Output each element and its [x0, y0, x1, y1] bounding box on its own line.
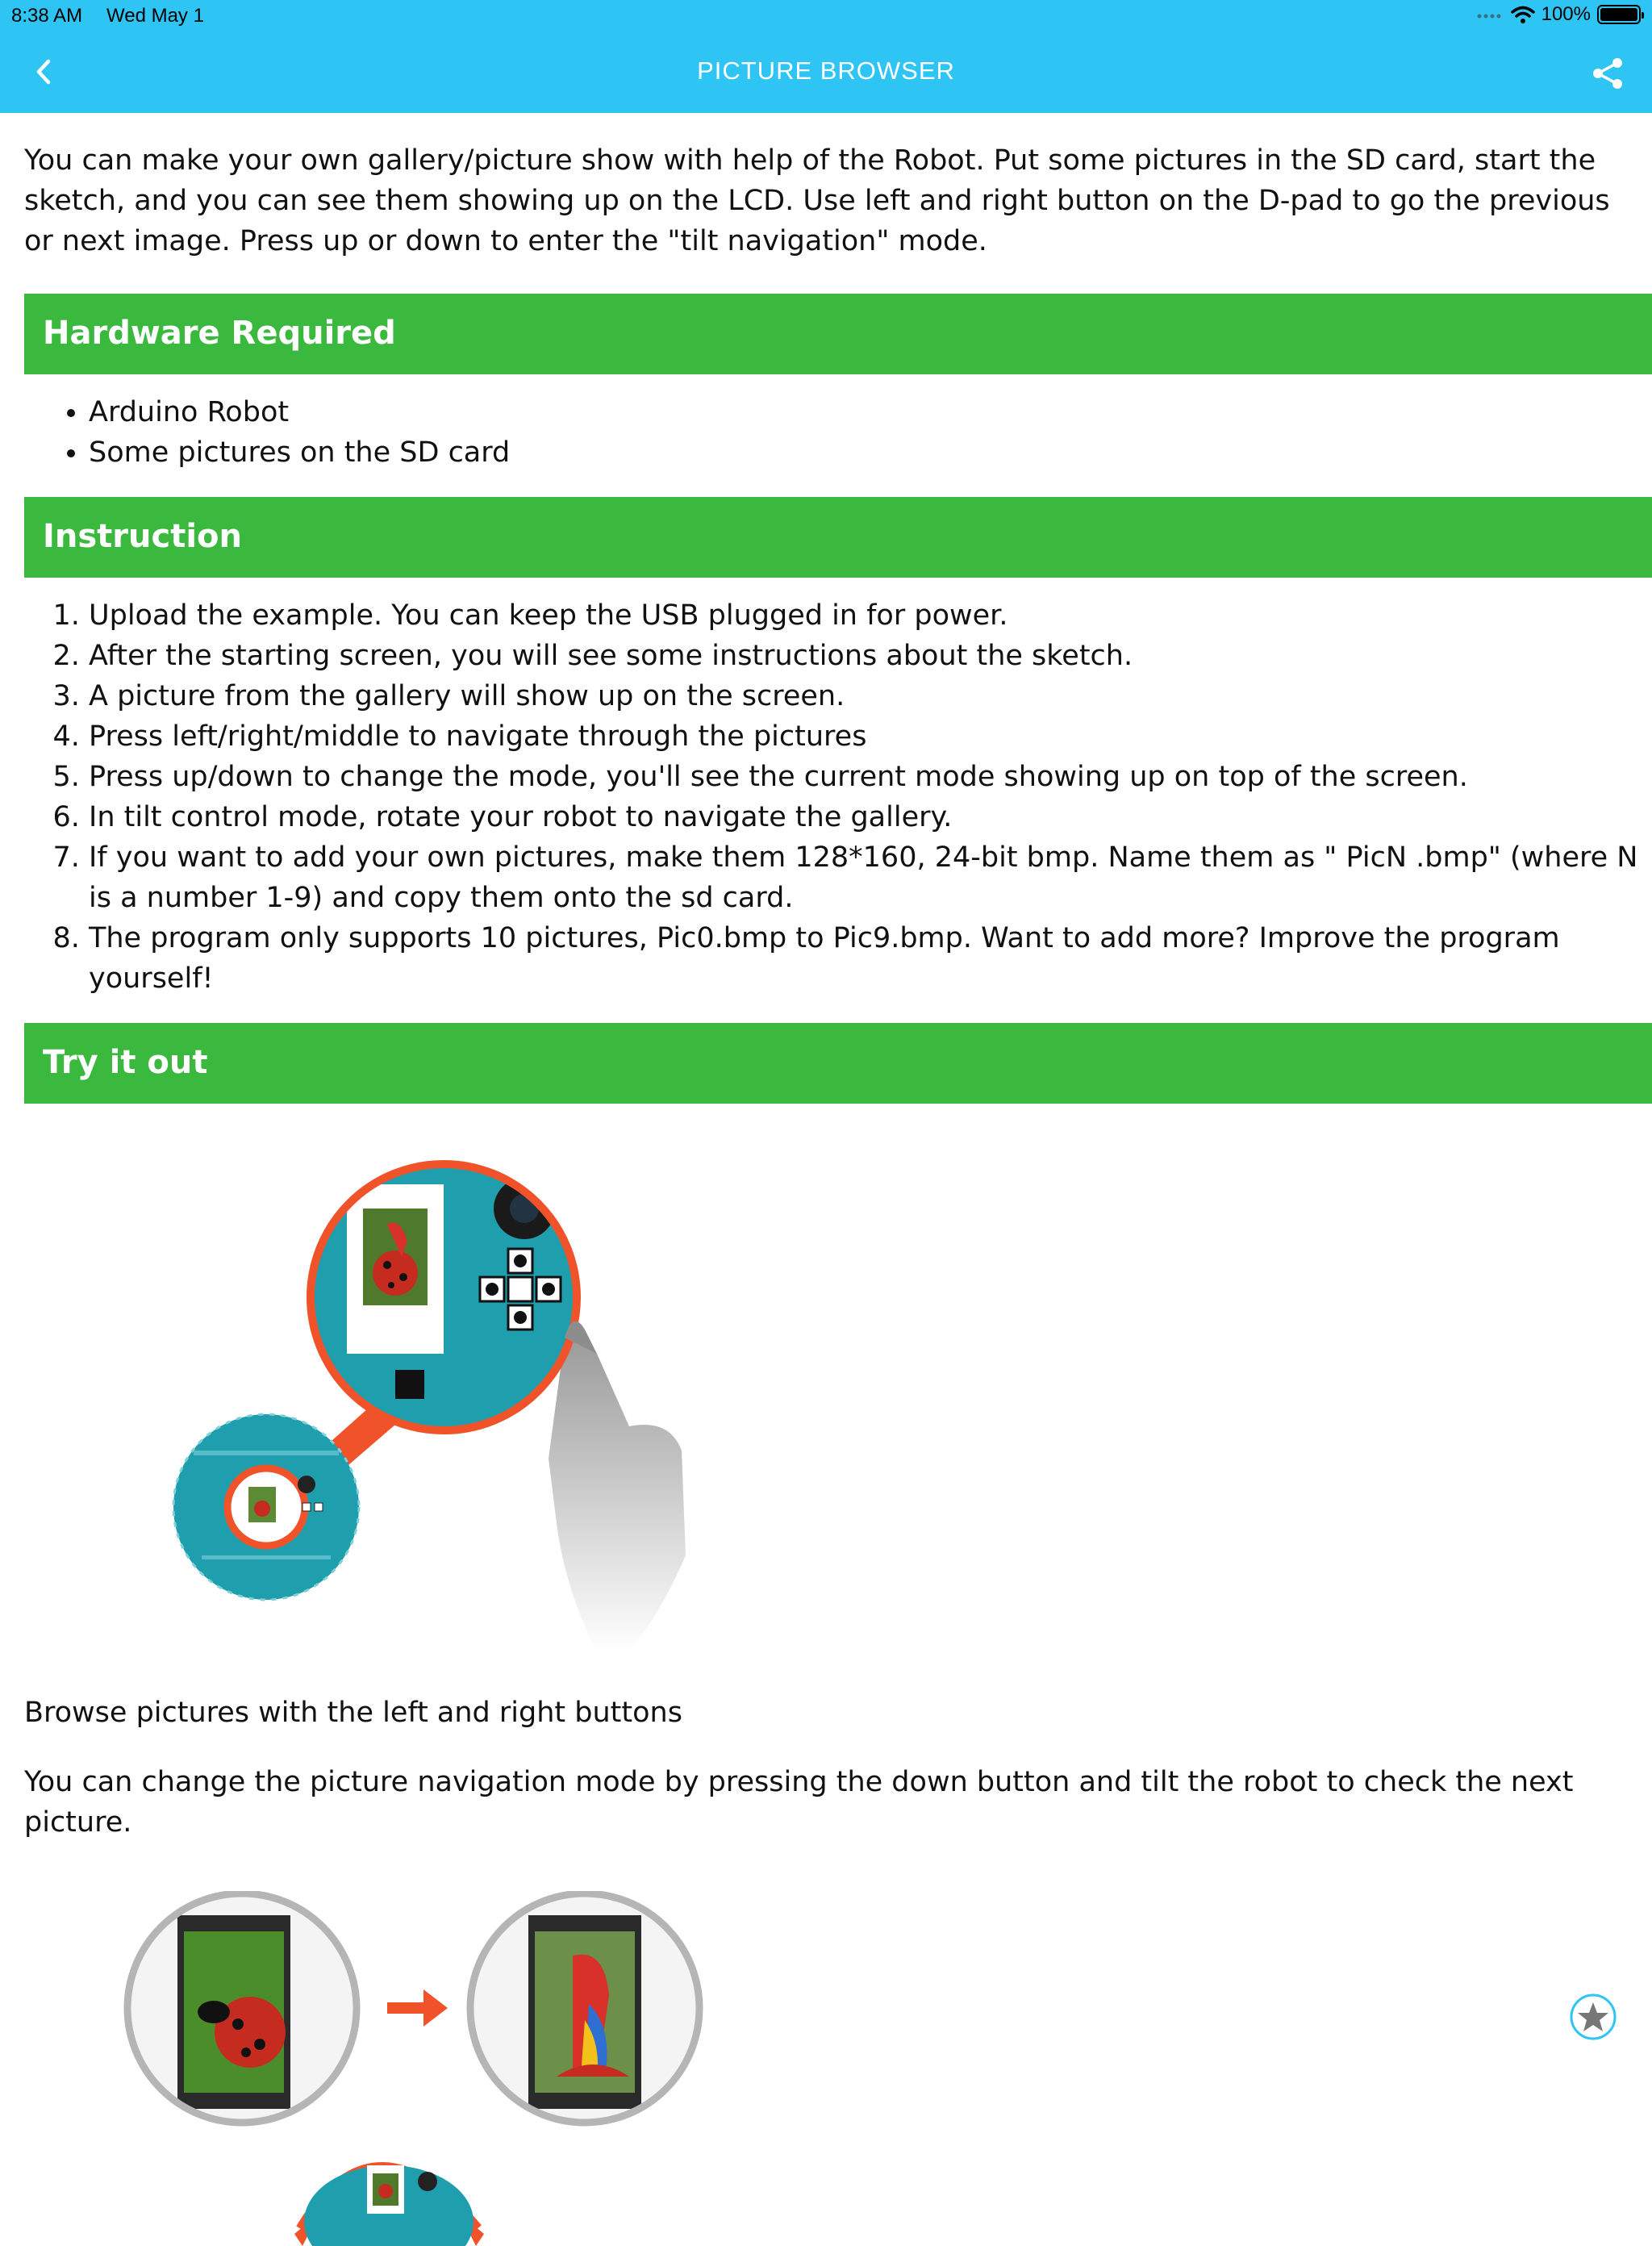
list-item: 4. Press left/right/middle to navigate through the pictures: [89, 716, 1652, 757]
hardware-list: [24, 392, 1652, 473]
status-bar: [0, 0, 1652, 32]
list-item: 2. After the starting screen, you will see some instructions about the sketch.: [89, 636, 1652, 676]
status-date: Wed May 1: [106, 5, 204, 27]
list-item: 8. The program only supports 10 pictures, Pic0.bmp to Pic9.bmp. Want to add more? Improve the program yourself!: [89, 918, 1652, 999]
share-icon[interactable]: [1587, 53, 1628, 94]
list-item: 3. A picture from the gallery will show up on the screen.: [89, 676, 1652, 716]
nav-bar: [0, 32, 1652, 113]
battery-icon: [1597, 5, 1641, 24]
status-time: 8:38 AM: [11, 5, 83, 27]
main-content: [24, 113, 1652, 2246]
caption-browse: Browse pictures with the left and right buttons: [24, 1697, 682, 1729]
section-try-header: [24, 1023, 1652, 1104]
intro-text: You can make your own gallery/picture show with help of the Robot. Put some pictures in the SD card, start the sketch, and you can see them showing up on the LCD. Use left and right button on the D-pad to go the previous or next image. Press up or down to enter the "tilt navigation" mode.: [24, 144, 1610, 257]
section-try-title: Try it out: [43, 1044, 208, 1081]
section-hardware-header: [24, 294, 1652, 374]
caption-tilt: You can change the picture navigation mode by pressing the down button and tilt the robot to check the next picture.: [24, 1766, 1574, 1839]
list-item: 5. Press up/down to change the mode, you'll see the current mode showing up on top of the screen.: [89, 757, 1652, 797]
list-item: 1. Upload the example. You can keep the USB plugged in for power.: [89, 595, 1652, 636]
section-hardware-title: Hardware Required: [43, 315, 396, 352]
section-instruction-title: Instruction: [43, 518, 242, 555]
robot-zoom-illustration: [145, 1136, 807, 1660]
list-item: 6. In tilt control mode, rotate your robot to navigate the gallery.: [89, 797, 1652, 837]
page-title: PICTURE BROWSER: [697, 56, 955, 85]
status-right: [1477, 3, 1641, 26]
instruction-list: [24, 595, 1652, 999]
star-icon[interactable]: [1569, 1993, 1617, 2041]
tilt-navigation-illustration: [121, 1891, 847, 2246]
list-item: • Arduino Robot: [89, 392, 1652, 432]
signal-dots-icon: [1477, 10, 1504, 19]
list-item: 7. If you want to add your own pictures, make them 128*160, 24-bit bmp. Name them as " PicN .bmp" (where N is a number 1-9) and copy them onto the sd card.: [89, 837, 1652, 918]
list-item: • Some pictures on the SD card: [89, 432, 1652, 473]
wifi-icon: [1511, 5, 1535, 24]
section-instruction-header: [24, 497, 1652, 578]
battery-percent: 100%: [1541, 3, 1591, 25]
